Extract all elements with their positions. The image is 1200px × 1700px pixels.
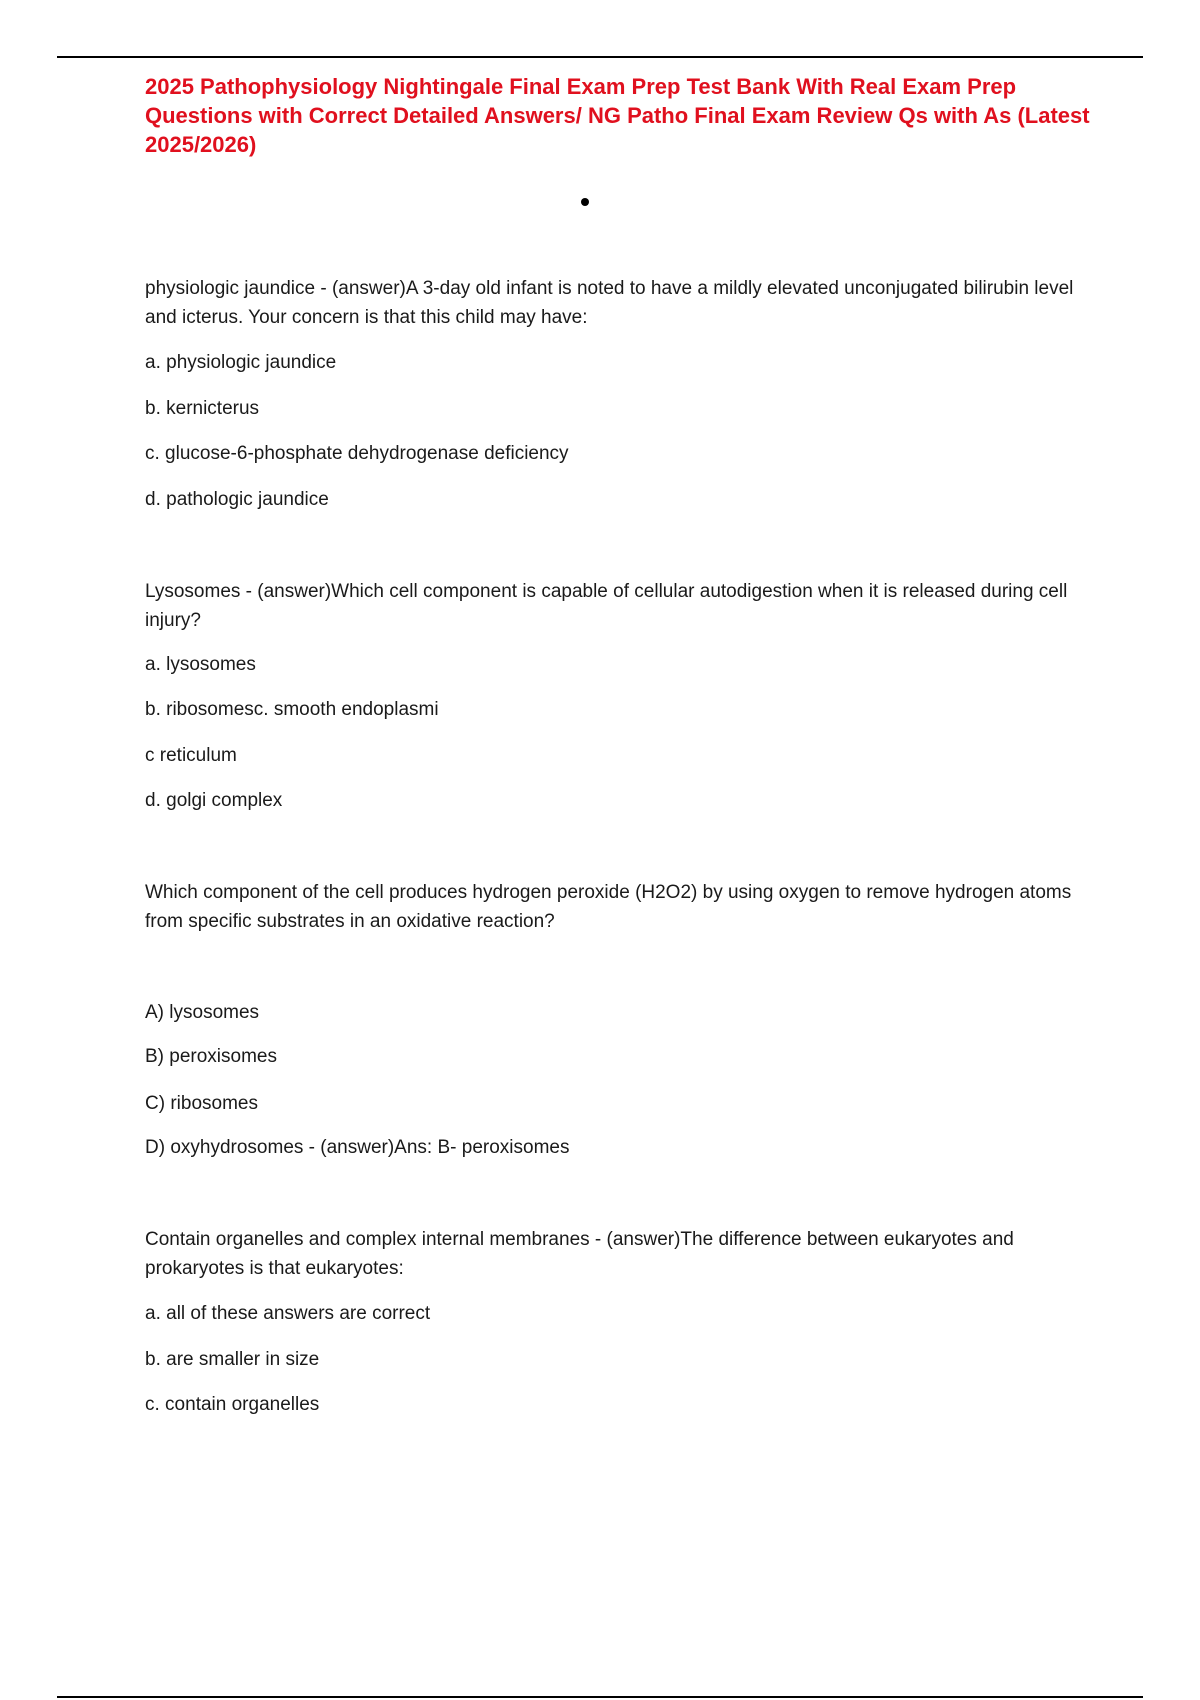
question-1-option-b: b. kernicterus — [145, 398, 260, 419]
question-3-option-a: A) lysosomes — [145, 1002, 260, 1023]
question-4-option-a: a. all of these answers are correct — [145, 1303, 431, 1324]
bullet-dot — [581, 198, 589, 206]
question-2-option-b: b. ribosomesc. smooth endoplasmi — [145, 699, 439, 720]
document-title: 2025 Pathophysiology Nightingale Final Exam Prep Test Bank With Real Exam Prep Questions with Correct Detailed Answers/ NG Patho Final Exam Review Qs with As (Latest 2025/2026) — [145, 74, 1090, 157]
question-3-stem: Which component of the cell produces hydrogen peroxide (H2O2) by using oxygen to remove hydrogen atoms from specific substrates in an oxidative reaction? — [145, 882, 1072, 932]
question-4-option-c: c. contain organelles — [145, 1394, 320, 1415]
question-3-option-d: D) oxyhydrosomes - (answer)Ans: B- peroxisomes — [145, 1137, 570, 1158]
question-4-option-b: b. are smaller in size — [145, 1349, 320, 1370]
question-1-option-d: d. pathologic jaundice — [145, 489, 329, 510]
question-2-stem: Lysosomes - (answer)Which cell component is capable of cellular autodigestion when it is released during cell injury? — [145, 581, 1068, 631]
question-2-option-d: d. golgi complex — [145, 790, 283, 811]
question-2-option-a: a. lysosomes — [145, 654, 256, 675]
question-3-option-b: B) peroxisomes — [145, 1046, 277, 1067]
top-rule — [57, 56, 1143, 58]
question-1-stem: physiologic jaundice - (answer)A 3-day old infant is noted to have a mildly elevated unconjugated bilirubin level and icterus. Your concern is that this child may have: — [145, 278, 1074, 328]
question-1-option-a: a. physiologic jaundice — [145, 352, 337, 373]
question-1-option-c: c. glucose-6-phosphate dehydrogenase deficiency — [145, 443, 569, 464]
bottom-rule — [57, 1696, 1143, 1698]
question-3-option-c: C) ribosomes — [145, 1093, 258, 1114]
question-2-option-c: c reticulum — [145, 745, 237, 766]
question-4-stem: Contain organelles and complex internal membranes - (answer)The difference between eukaryotes and prokaryotes is that eukaryotes: — [145, 1229, 1014, 1279]
